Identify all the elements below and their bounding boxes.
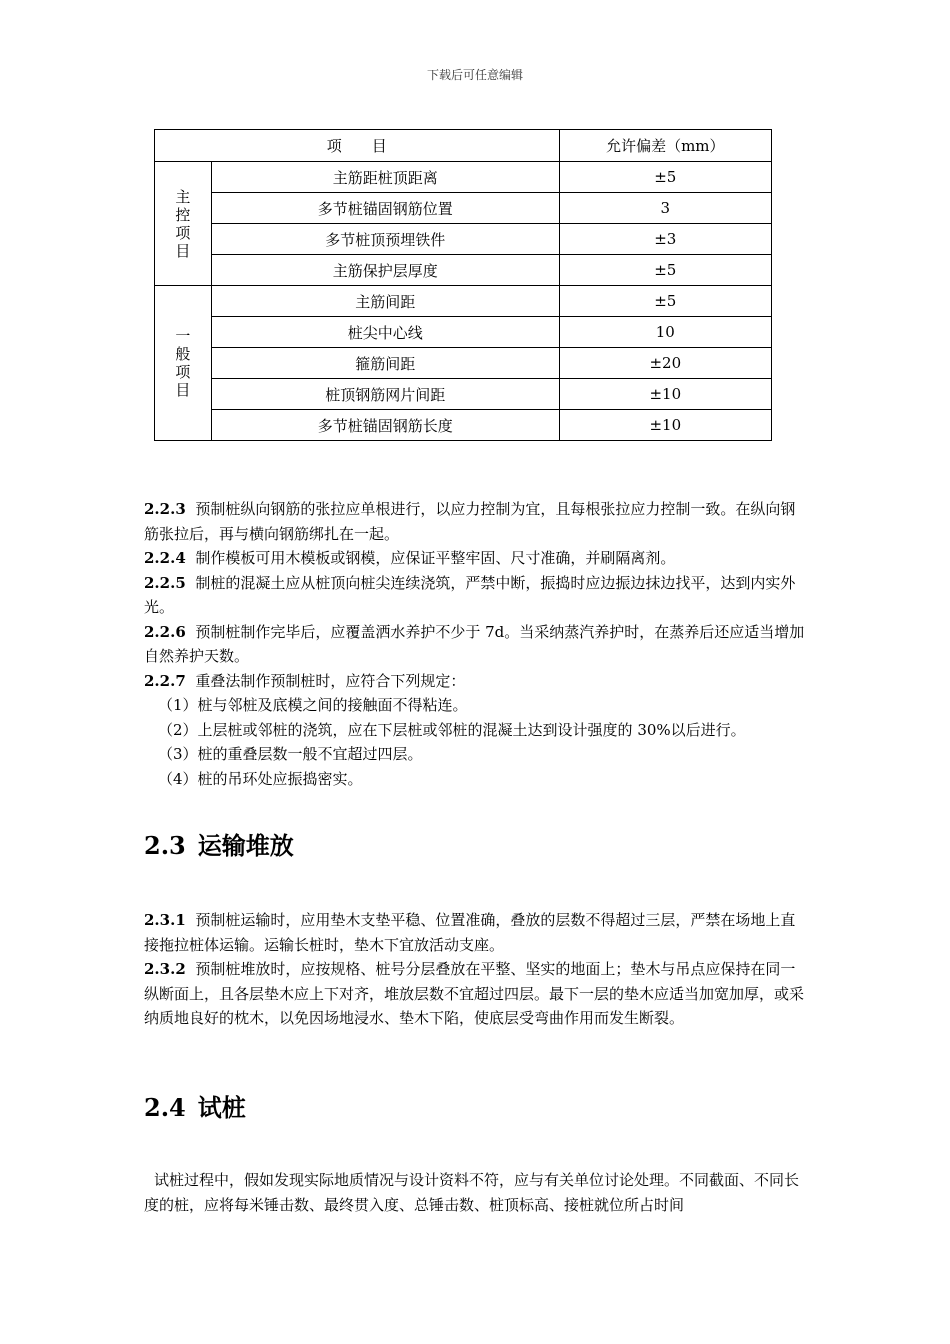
clause-number: 2.3.1	[144, 911, 186, 929]
page-header: 下载后可任意编辑	[426, 68, 523, 82]
table-row	[155, 317, 772, 348]
tolerance-cell: ±5	[559, 255, 771, 286]
clause-text: 重叠法制作预制桩时，应符合下列规定：	[195, 671, 466, 690]
clause-text: 预制桩运输时，应用垫木支垫平稳、位置准确，叠放的层数不得超过三层，严禁在场地上直接拖拉桩体运输。运输长桩时，垫木下宜放活动支座。	[144, 911, 796, 954]
heading-number: 2.4	[144, 1093, 186, 1122]
table-row	[155, 255, 772, 286]
clause-text: 预制桩纵向钢筋的张拉应单根进行，以应力控制为宜，且每根张拉应力控制一致。在纵向钢筋张拉后，再与横向钢筋绑扎在一起。	[144, 500, 796, 543]
heading-title: 运输堆放	[197, 831, 294, 860]
clause-number: 2.3.2	[144, 960, 186, 978]
clause-2-2-5	[144, 571, 810, 620]
tolerance-table	[154, 129, 772, 441]
tolerance-cell: ±5	[559, 286, 771, 317]
table-header-row	[155, 130, 772, 162]
table-row	[155, 348, 772, 379]
tolerance-cell: ±10	[559, 410, 771, 441]
clause-text: 制桩的混凝土应从桩顶向桩尖连续浇筑，严禁中断，振捣时应边振边抹边找平，达到内实外光。	[144, 573, 796, 616]
item-cell: 多节桩锚固钢筋位置	[211, 193, 559, 224]
clause-2-2-7	[144, 669, 810, 694]
tolerance-cell: 3	[559, 193, 771, 224]
tolerance-cell: ±3	[559, 224, 771, 255]
clause-2-2-4	[144, 546, 810, 571]
paragraph: 试桩过程中，假如发现实际地质情况与设计资料不符，应与有关单位讨论处理。不同截面、不同长度的桩，应将每米锤击数、最终贯入度、总锤击数、桩顶标高、接桩就位所占时间	[144, 1171, 800, 1214]
clause-number: 2.2.7	[144, 671, 186, 690]
clause-2-3-1	[144, 908, 810, 957]
table-row	[155, 193, 772, 224]
header-item: 项 目	[155, 130, 560, 162]
clause-text: 预制桩制作完毕后，应覆盖洒水养护不少于 7d。当采纳蒸汽养护时，在蒸养后还应适当增加自然养护天数。	[144, 622, 805, 665]
item-cell: 桩尖中心线	[211, 317, 559, 348]
item-cell: 箍筋间距	[211, 348, 559, 379]
tolerance-cell: ±5	[559, 162, 771, 193]
item-cell: 主筋保护层厚度	[211, 255, 559, 286]
clause-2-3-2	[144, 957, 810, 1031]
group-cell-main	[155, 162, 212, 286]
item-cell: 桩顶钢筋网片间距	[211, 379, 559, 410]
item-cell: 多节桩顶预埋铁件	[211, 224, 559, 255]
heading-title: 试桩	[197, 1093, 246, 1122]
clause-number: 2.2.4	[144, 549, 186, 567]
list-item: （1）桩与邻桩及底模之间的接触面不得粘连。	[158, 696, 468, 714]
clause-text: 制作模板可用木模板或钢模，应保证平整牢固、尺寸准确，并刷隔离剂。	[195, 549, 676, 567]
clause-number: 2.2.3	[144, 500, 186, 518]
clause-number: 2.2.5	[144, 573, 186, 592]
tolerance-cell: ±10	[559, 379, 771, 410]
list-item: （3）桩的重叠层数一般不宜超过四层。	[158, 745, 423, 763]
table-row	[155, 224, 772, 255]
item-cell: 多节桩锚固钢筋长度	[211, 410, 559, 441]
table-row	[155, 410, 772, 441]
clause-2-2-3	[144, 497, 810, 546]
table-row	[155, 379, 772, 410]
group-label: 主控项目	[175, 187, 191, 260]
section-2-2-body	[144, 497, 810, 791]
tolerance-cell: ±20	[559, 348, 771, 379]
clause-text: 预制桩堆放时，应按规格、桩号分层叠放在平整、坚实的地面上；垫木与吊点应保持在同一纵断面上，且各层垫木应上下对齐，堆放层数不宜超过四层。最下一层的垫木应适当加宽加厚，或采纳质地良好的枕木，以免因场地浸水、垫木下陷，使底层受弯曲作用而发生断裂。	[144, 960, 805, 1027]
item-cell: 主筋间距	[211, 286, 559, 317]
section-heading-2-4	[144, 1088, 246, 1123]
section-2-3-body	[144, 908, 810, 1031]
item-cell: 主筋距桩顶距离	[211, 162, 559, 193]
header-tolerance: 允许偏差（mm）	[559, 130, 771, 162]
section-2-4-body	[144, 1168, 810, 1217]
section-heading-2-3	[144, 826, 294, 861]
list-item: （2）上层桩或邻桩的浇筑，应在下层桩或邻桩的混凝土达到设计强度的 30%以后进行。	[158, 720, 746, 739]
table-row	[155, 286, 772, 317]
clause-number: 2.2.6	[144, 622, 186, 641]
tolerance-cell: 10	[559, 317, 771, 348]
clause-2-2-6	[144, 620, 810, 669]
heading-number: 2.3	[144, 831, 186, 860]
group-cell-general	[155, 286, 212, 441]
group-label: 一般项目	[175, 327, 191, 399]
table-row	[155, 162, 772, 193]
list-item: （4）桩的吊环处应振捣密实。	[158, 769, 363, 788]
